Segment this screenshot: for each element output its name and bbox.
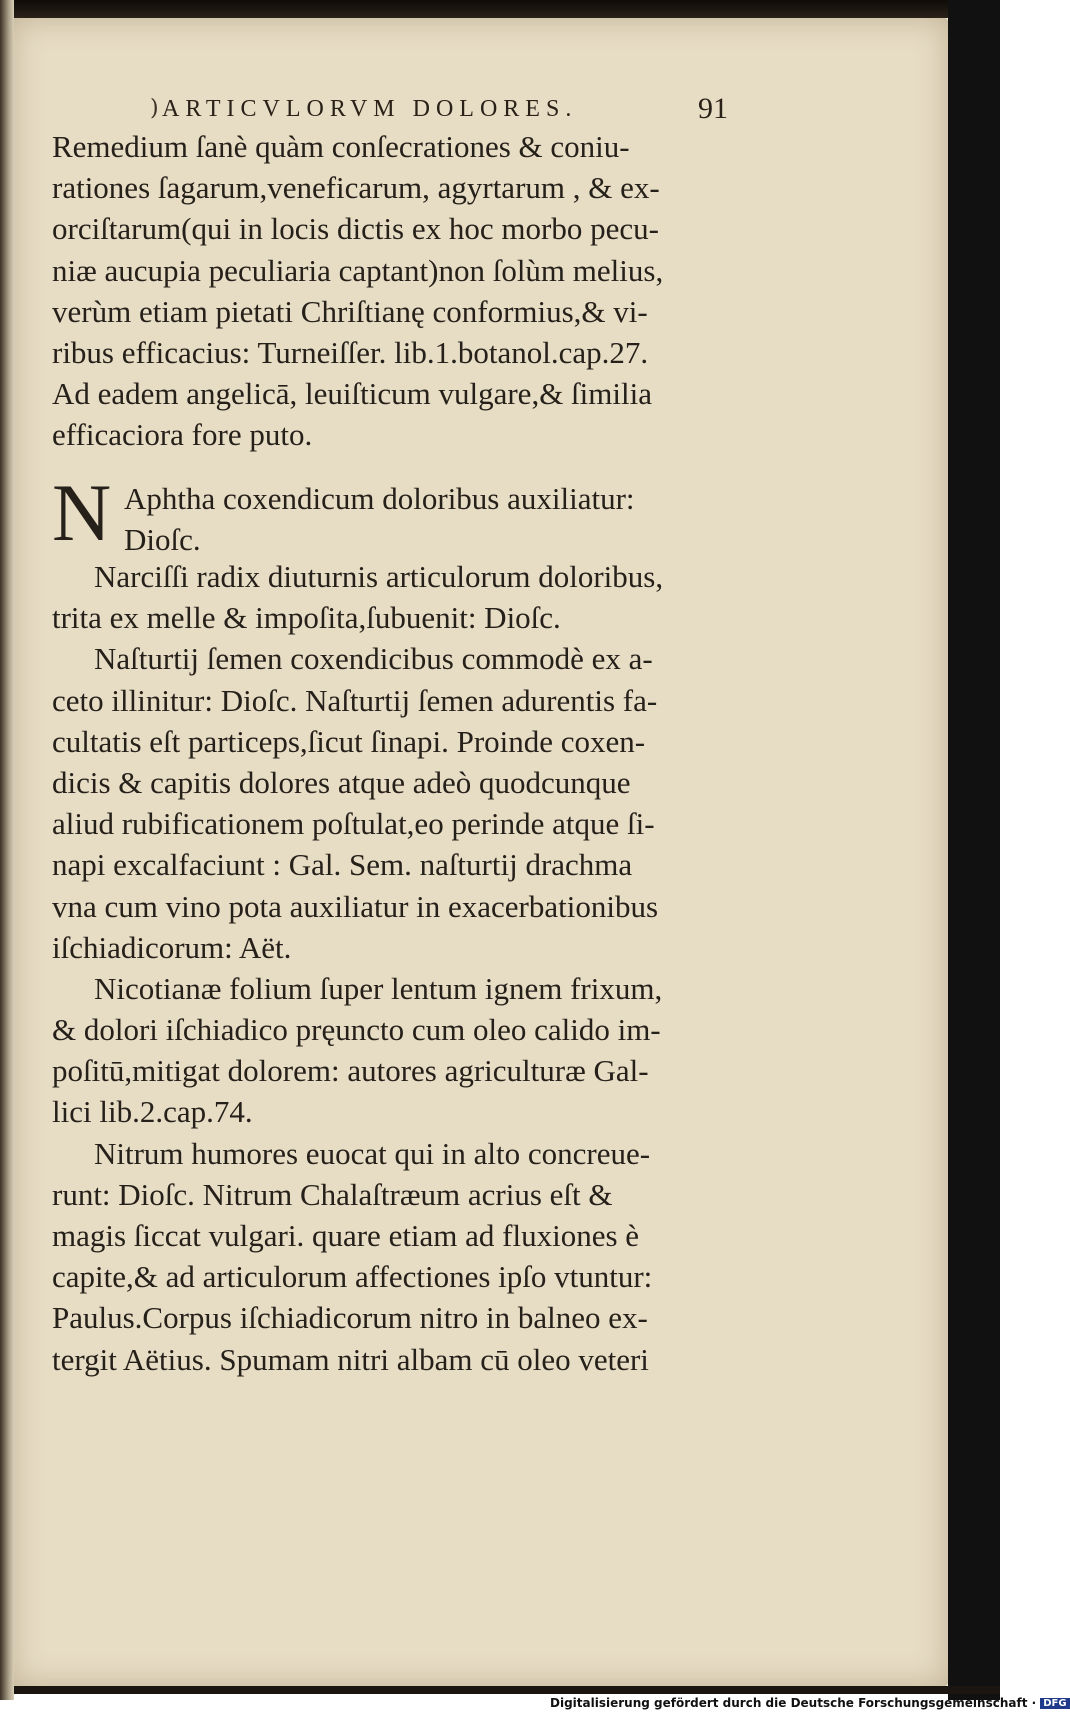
text-line: runt: Dioſc. Nitrum Chalaſtræum acrius eſt & [52, 1176, 613, 1212]
text-line: Paulus.Corpus iſchiadicorum nitro in balneo ex- [52, 1300, 648, 1336]
text-line: iſchiadicorum: Aët. [52, 929, 292, 965]
running-head-paren: ) [150, 96, 159, 121]
text-line: Narciſſi radix diuturnis articulorum doloribus, [94, 559, 664, 594]
running-head-title: ARTICVLORVM DOLORES. [162, 96, 578, 122]
dropcap-line-2: Dioſc. [124, 522, 201, 557]
page-spine-edge [0, 0, 14, 1700]
text-line: tergit Aëtius. Spumam nitri albam cū oleo veteri [52, 1341, 649, 1377]
digitization-footer [550, 1696, 1067, 1714]
text-line: ribus efficacius: Turneiſſer. lib.1.botanol.cap.27. [52, 334, 649, 370]
text-line: efficaciora fore puto. [52, 417, 313, 453]
text-line: poſitū,mitigat dolorem: autores agriculturæ Gal- [52, 1053, 649, 1089]
text-line: capite,& ad articulorum affectiones ipſo vtuntur: [52, 1259, 653, 1295]
text-line: verùm etiam pietati Chriſtianę conformius,& vi- [52, 293, 648, 329]
scan-top-shadow [0, 0, 1000, 18]
text-line: dicis & capitis dolores atque adeò quodcunque [52, 764, 631, 800]
text-line: aliud rubificationem poſtulat,eo perinde atque ſi- [52, 806, 655, 842]
text-line: ceto illinitur: Dioſc. Naſturtij ſemen adurentis fa- [52, 682, 658, 718]
text-line: niæ aucupia peculiaria captant)non ſolùm melius, [52, 252, 664, 288]
text-line: rationes ſagarum,veneficarum, agyrtarum , & ex- [52, 170, 660, 206]
dropcap-letter: N [52, 467, 112, 558]
text-line: Nitrum humores euocat qui in alto concreue- [94, 1135, 651, 1171]
text-line: lici lib.2.cap.74. [52, 1094, 253, 1130]
text-line: trita ex melle & impoſita,ſubuenit: Dioſc. [52, 600, 561, 636]
scan-bottom-border [0, 1686, 1000, 1694]
text-line: Nicotianæ folium ſuper lentum ignem frixum, [94, 970, 663, 1006]
dfg-logo: DFG [1040, 1698, 1069, 1709]
paragraph-continuation [52, 126, 758, 456]
text-line: cultatis eſt particeps,ſicut ſinapi. Proinde coxen- [52, 723, 646, 759]
text-line: Naſturtij ſemen coxendicibus commodè ex a- [94, 641, 653, 677]
scan-right-border [948, 0, 1000, 1700]
text-line: Remedium ſanè quàm conſecrationes & coniu- [52, 129, 630, 164]
body-text [52, 556, 758, 1380]
dropcap-line-1: Aphtha coxendicum doloribus auxiliatur: [124, 481, 635, 516]
text-line: napi excalfaciunt : Gal. Sem. naſturtij drachma [52, 847, 633, 883]
text-line: Ad eadem angelicā, leuiſticum vulgare,& ſimilia [52, 376, 652, 412]
page-number: 91 [698, 92, 728, 125]
footer-text: Digitalisierung gefördert durch die Deutsche Forschungsgemeinschaft · [550, 1696, 1037, 1710]
text-line: vna cum vino pota auxiliatur in exacerbationibus [52, 888, 659, 924]
dropcap-paragraph [52, 467, 758, 558]
text-line: orciſtarum(qui in locis dictis ex hoc morbo pecu- [52, 211, 659, 247]
text-line: & dolori iſchiadico pręuncto cum oleo calido im- [52, 1012, 661, 1048]
text-line: magis ſiccat vulgari. quare etiam ad fluxiones è [52, 1218, 640, 1253]
